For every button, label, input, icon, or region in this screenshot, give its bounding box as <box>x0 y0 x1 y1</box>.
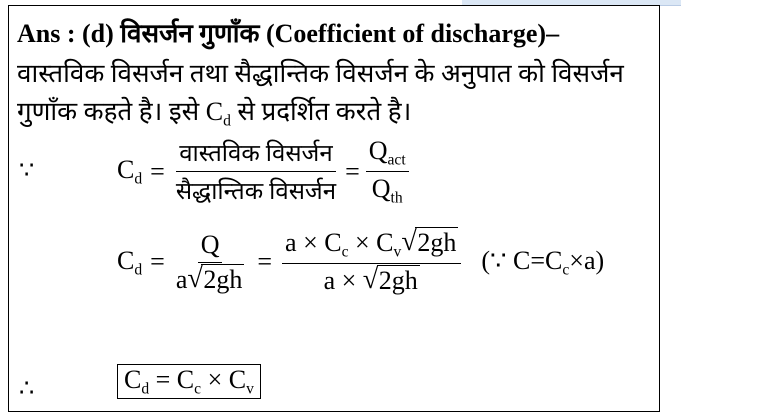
boxed-result: $C_d = C_c \times C_v$ <box>117 364 261 399</box>
equation-cd-derivation: $C_d$ = $\frac{Q}{a√ 2gh}$ = $\frac{a \times C_c \times C_v√ 2gh}{a \times √ 2gh}$ (∵ $C=C_c\times a$) <box>117 228 604 296</box>
answer-label: Ans : (d) <box>17 19 114 48</box>
definition-line-2: गुणाँक कहते है। इसे $C_d$ से प्रदर्शित करते है। <box>17 97 412 130</box>
answer-box <box>8 5 660 412</box>
eq2-fraction-1: $\frac{Q}{a√ 2gh}$ <box>173 230 248 295</box>
term-hindi: विसर्जन गुणाँक <box>120 19 260 48</box>
since-symbol: ∵ <box>19 158 35 184</box>
term-english: (Coefficient of discharge)– <box>265 19 560 48</box>
therefore-symbol: ∴ <box>19 376 35 402</box>
answer-heading <box>17 14 559 50</box>
eq2-note: (∵ $C=C_c\times a$) <box>481 245 605 278</box>
eq2-fraction-2: $\frac{a \times C_c \times C_v√ 2gh}{a \times √ 2gh}$ <box>282 228 461 296</box>
eq1-q-fraction: $\frac{Q_{act}}{Q_{th}}$ <box>366 136 409 208</box>
equation-ratio-definition: $C_d$ = $\frac{\text{वास्तविक विसर्जन}}{\text{सैद्धान्तिक विसर्जन}}$ = $\frac{Q_{act}}{Q_{th}}$ <box>117 136 409 208</box>
eq2-lhs: $C_d$ <box>117 245 143 278</box>
eq1-lhs: $C_d$ <box>117 155 143 188</box>
definition-line-1: वास्तविक विसर्जन तथा सैद्धान्तिक विसर्जन के अनुपात को विसर्जन <box>17 59 624 88</box>
eq1-word-fraction: $\frac{\text{वास्तविक विसर्जन}}{\text{सैद्धान्तिक विसर्जन}}$ <box>173 136 339 207</box>
equation-final-result <box>117 364 261 399</box>
